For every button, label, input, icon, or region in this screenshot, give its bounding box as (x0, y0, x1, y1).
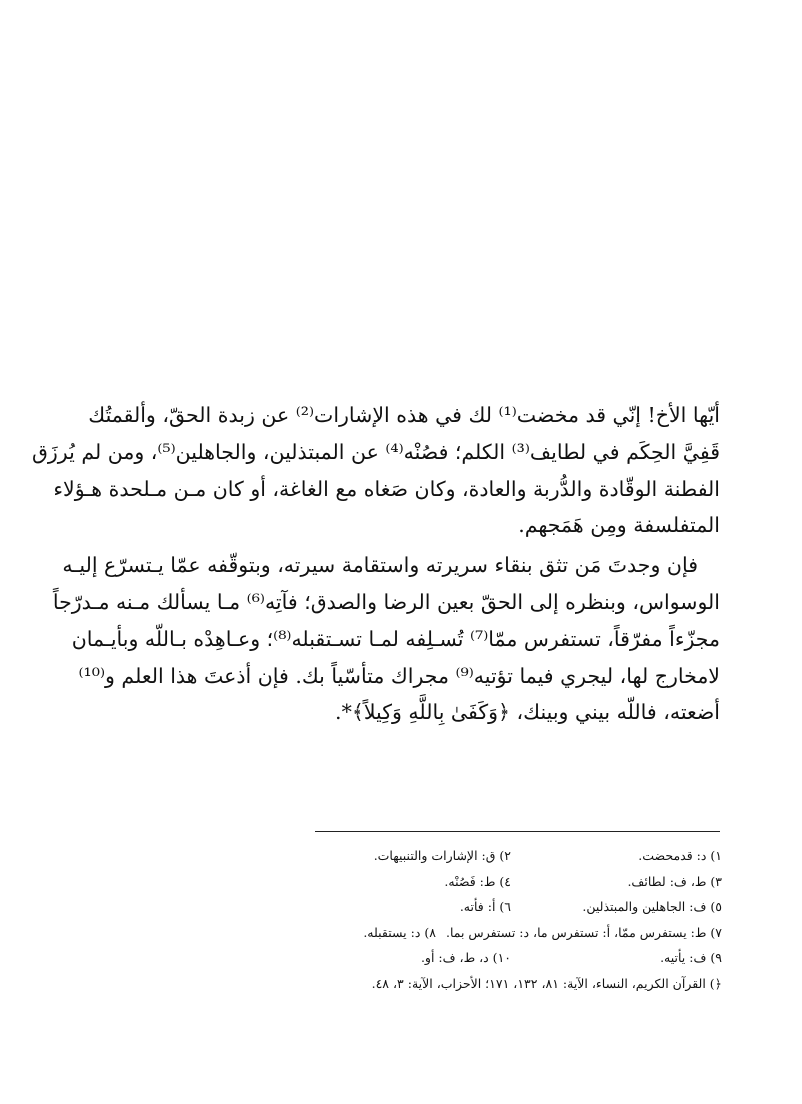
footnote: ٦) أ: فأته. (459, 899, 511, 914)
footnote-row (300, 971, 722, 997)
footnote-row (300, 894, 722, 920)
footnote-divider (315, 831, 720, 832)
footnote-row (300, 920, 722, 946)
footnote: ٩) ف: يأتيه. (660, 950, 722, 965)
paragraph (52, 547, 720, 731)
text-line: مجزّءاً مفرّقاً، تستفرس ممّا⁽⁷⁾ تُسـلِفه لمـا تسـتقبله⁽⁸⁾؛ وعـاهِدْه بـاللّه وبأيـمان (71, 626, 720, 651)
text-line: الفطنة الوقّادة والدُّربة والعادة، وكان صَغاه مع الغاغة، أو كان مـن مـلحدة هـؤلاء (53, 476, 720, 501)
text-line: الوسواس، وبنظره إلى الحقّ بعين الرضا والصدق؛ فآتِه⁽⁶⁾ مـا يسألك مـنه مـدرّجاً (52, 589, 720, 614)
footnote: ٤) ط: فَصُنْه. (444, 873, 511, 889)
main-text (32, 397, 720, 731)
text-line: فإن وجدتَ مَن تثق بنقاء سريرته واستقامة سيرته، وبتوقّفه عمّا يـتسرّع إليـه (62, 553, 698, 578)
footnote: ٣) ط، ف: لطائف. (627, 873, 722, 889)
footnote-row (300, 945, 722, 971)
footnote: ٨) د: يستقبله. (363, 924, 436, 940)
text-line: أيّها الأخ! إنّي قد مخضت⁽¹⁾ لك في هذه الإشارات⁽²⁾ عن زبدة الحقّ، وألقمتُك (88, 403, 720, 427)
paragraph (32, 397, 720, 544)
footnote-quran-reference: ﴿) القرآن الكريم، النساء، الآية: ٨١، ١٣٢، ١٧١؛ الأحزاب، الآية: ٣، ٤٨. (371, 975, 722, 991)
text-line: المتفلسفة ومِن هَمَجهم. (518, 513, 720, 538)
footnote-row (300, 843, 722, 869)
text-line: أضعته، فاللّه بيني وبينك، ﴿وَكَفَىٰ بِاللَّهِ وَكِيلاً﴾*. (335, 700, 720, 725)
footnote-row (300, 869, 722, 895)
footnote: ٥) ف: الجاهلين والمبتذلين. (582, 899, 722, 914)
footnote: ٢) ق: الإشارات والتنبيهات. (373, 848, 511, 863)
footnote: ١) د: قدمحضت. (638, 848, 722, 863)
text-line: قَفِيَّ الحِكَم في لطايف⁽³⁾ الكلم؛ فصُنْه⁽⁴⁾ عن المبتذلين، والجاهلين⁽⁵⁾، ومن لم يُرزَق (32, 439, 720, 464)
footnotes (300, 843, 722, 996)
footnote: ١٠) د، ط، ف: أو. (420, 950, 511, 965)
footnote: ٧) ط: يستفرس ممّا، أ: تستفرس ما، د: تستفرس بما. (445, 924, 722, 940)
text-line: لامخارج لها، ليجري فيما تؤتيه⁽⁹⁾ مجراك متأسّياً بك. فإن أذعتَ هذا العلم و⁽¹⁰⁾ (78, 663, 720, 688)
